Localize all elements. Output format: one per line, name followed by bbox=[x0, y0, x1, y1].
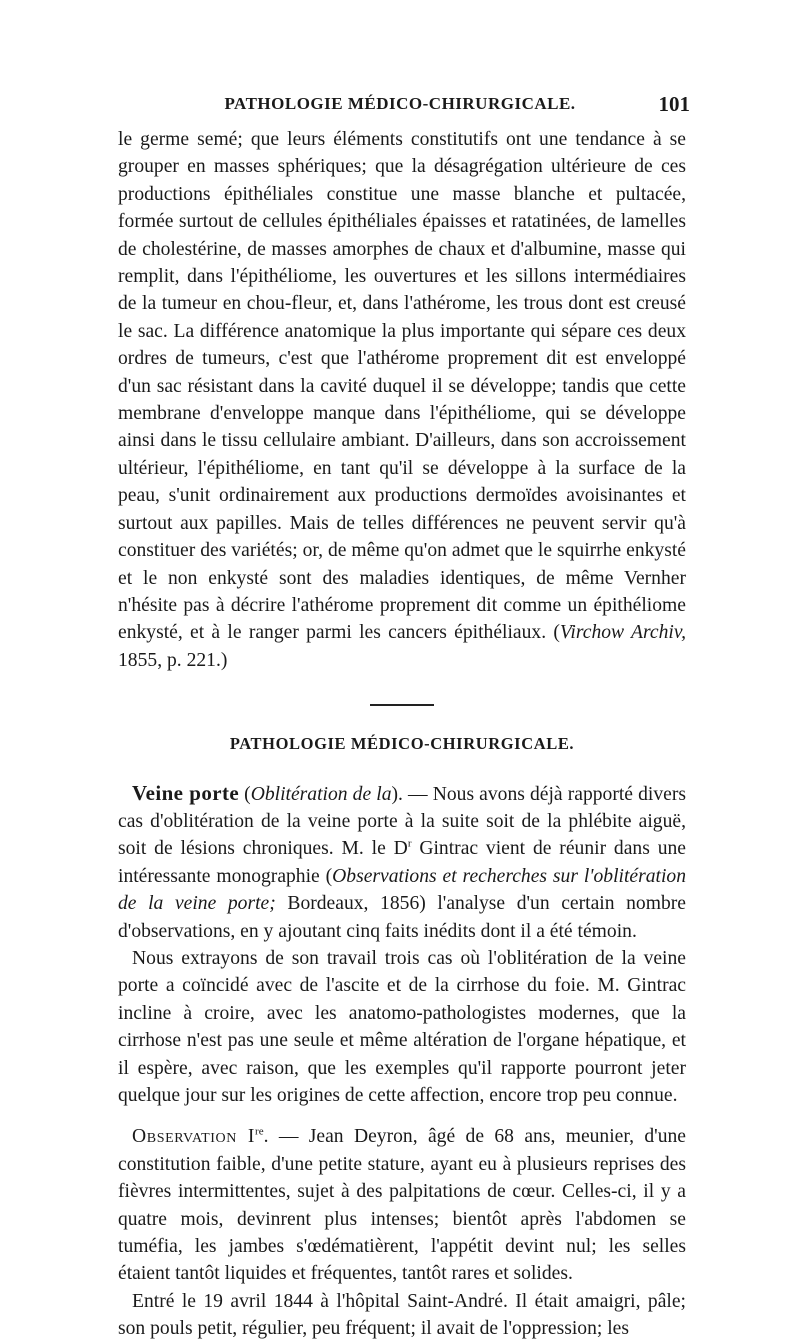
p1-part2: Gintrac vient de réunir dans une intéressante monographie ( bbox=[118, 838, 686, 887]
section-heading: PATHOLOGIE MÉDICO-CHIRURGICALE. bbox=[229, 734, 575, 754]
lead-term: Veine porte bbox=[132, 780, 240, 805]
citation-open: ( bbox=[553, 622, 560, 644]
p1-part1: Nous avons déjà rapporté divers cas d'oblitération de la veine porte à la suite soit de la phlébite aiguë, soit de lésions chroniques. M. le D bbox=[118, 783, 686, 860]
article-paragraph-1 bbox=[118, 780, 686, 945]
citation-source: Virchow Archiv, bbox=[559, 622, 686, 644]
p1-sup: r bbox=[407, 837, 412, 850]
observation-label: Observation I bbox=[132, 1126, 256, 1148]
lead-paren-close: ). — bbox=[391, 783, 433, 805]
continuation-text: le germe semé; que leurs éléments constitutifs ont une tendance à se grouper en masses sphériques; que la désagrégation ultérieure de ces productions épithéliales constitue une masse blanche et pultacée, formée surtout de cellules épithéliales épaisses et ratatinées, de lamelles de cholestérine, de masses amorphes de chaux et d'albumine, masse qui remplit, dans l'épithéliome, les ouvertures et les sillons intermédiaires de la tumeur en chou-fleur, et, dans l'athérome, les trous dont est creusé le sac. La différence anatomique la plus importante qui sépare ces deux ordres de tumeurs, c'est que l'athérome proprement dit est enveloppé d'un sac résistant dans la cavité duquel il se développe; tandis que cette membrane d'enveloppe manque dans l'épithéliome, qui se développe ainsi dans le tissu cellulaire ambiant. D'ailleurs, dans son accroissement ultérieur, l'épithéliome, en tant qu'il se développe à la surface de la peau, s'unit ordinairement aux productions dermoïdes avoisinantes et surtout aux papilles. Mais de telles différences ne peuvent servir qu'à constituer des variétés; or, de même qu'on admet que le squirrhe enkysté et le non enkysté sont des maladies identiques, de même Vernher n'hésite pas à décrire l'athérome proprement dit comme un épithéliome enkysté, et à le ranger parmi les cancers épithéliaux. bbox=[118, 129, 686, 644]
observation-text: . — Jean Deyron, âgé de 68 ans, meunier, d'une constitution faible, d'une petite stature, ayant eu à plusieurs reprises des fièvres intermittentes, sujet à des palpitations de cœur. Celles-ci, il y a quatre mois, devinrent plus intenses; bientôt après l'abdomen se tuméfia, les jambes s'œdématièrent, l'appétit devint nul; les selles étaient tantôt liquides et fréquentes, tantôt rares et solides. bbox=[118, 1126, 686, 1285]
text-column bbox=[118, 126, 686, 1343]
section-divider bbox=[370, 704, 434, 706]
running-title: PATHOLOGIE MÉDICO-CHIRURGICALE. bbox=[224, 94, 576, 113]
p1-part3: Bordeaux, 1856) l'analyse d'un certain nombre d'observations, en y ajoutant cinq faits inédits dont il a été témoin. bbox=[118, 893, 686, 942]
observation-paragraph bbox=[118, 1123, 686, 1287]
lead-subtitle: Oblitération de la bbox=[250, 783, 392, 805]
page-number: 101 bbox=[658, 92, 690, 116]
work-title: Observations et recherches sur l'oblitération de la veine porte; bbox=[118, 865, 686, 915]
lead-paren-open: ( bbox=[239, 783, 251, 805]
citation-rest: 1855, p. 221.) bbox=[118, 649, 228, 671]
continuation-paragraph bbox=[118, 126, 686, 674]
article-paragraph-4: Entré le 19 avril 1844 à l'hôpital Saint-André. Il était amaigri, pâle; son pouls petit, régulier, peu fréquent; il avait de l'oppression; les bbox=[118, 1290, 686, 1340]
article-paragraph-2: Nous extrayons de son travail trois cas où l'oblitération de la veine porte a coïncidé avec de l'ascite et de la cirrhose du foie. M. Gintrac incline à croire, avec les anatomo-pathologistes modernes, que la cirrhose n'est pas une seule et même altération de l'organe hépatique, et il espère, avec raison, que les exemples qu'il rapporte pourront jeter quelque jour sur les origines de cette affection, encore trop peu connue. bbox=[118, 947, 686, 1106]
observation-sup: re bbox=[255, 1125, 264, 1138]
running-head bbox=[0, 92, 800, 122]
